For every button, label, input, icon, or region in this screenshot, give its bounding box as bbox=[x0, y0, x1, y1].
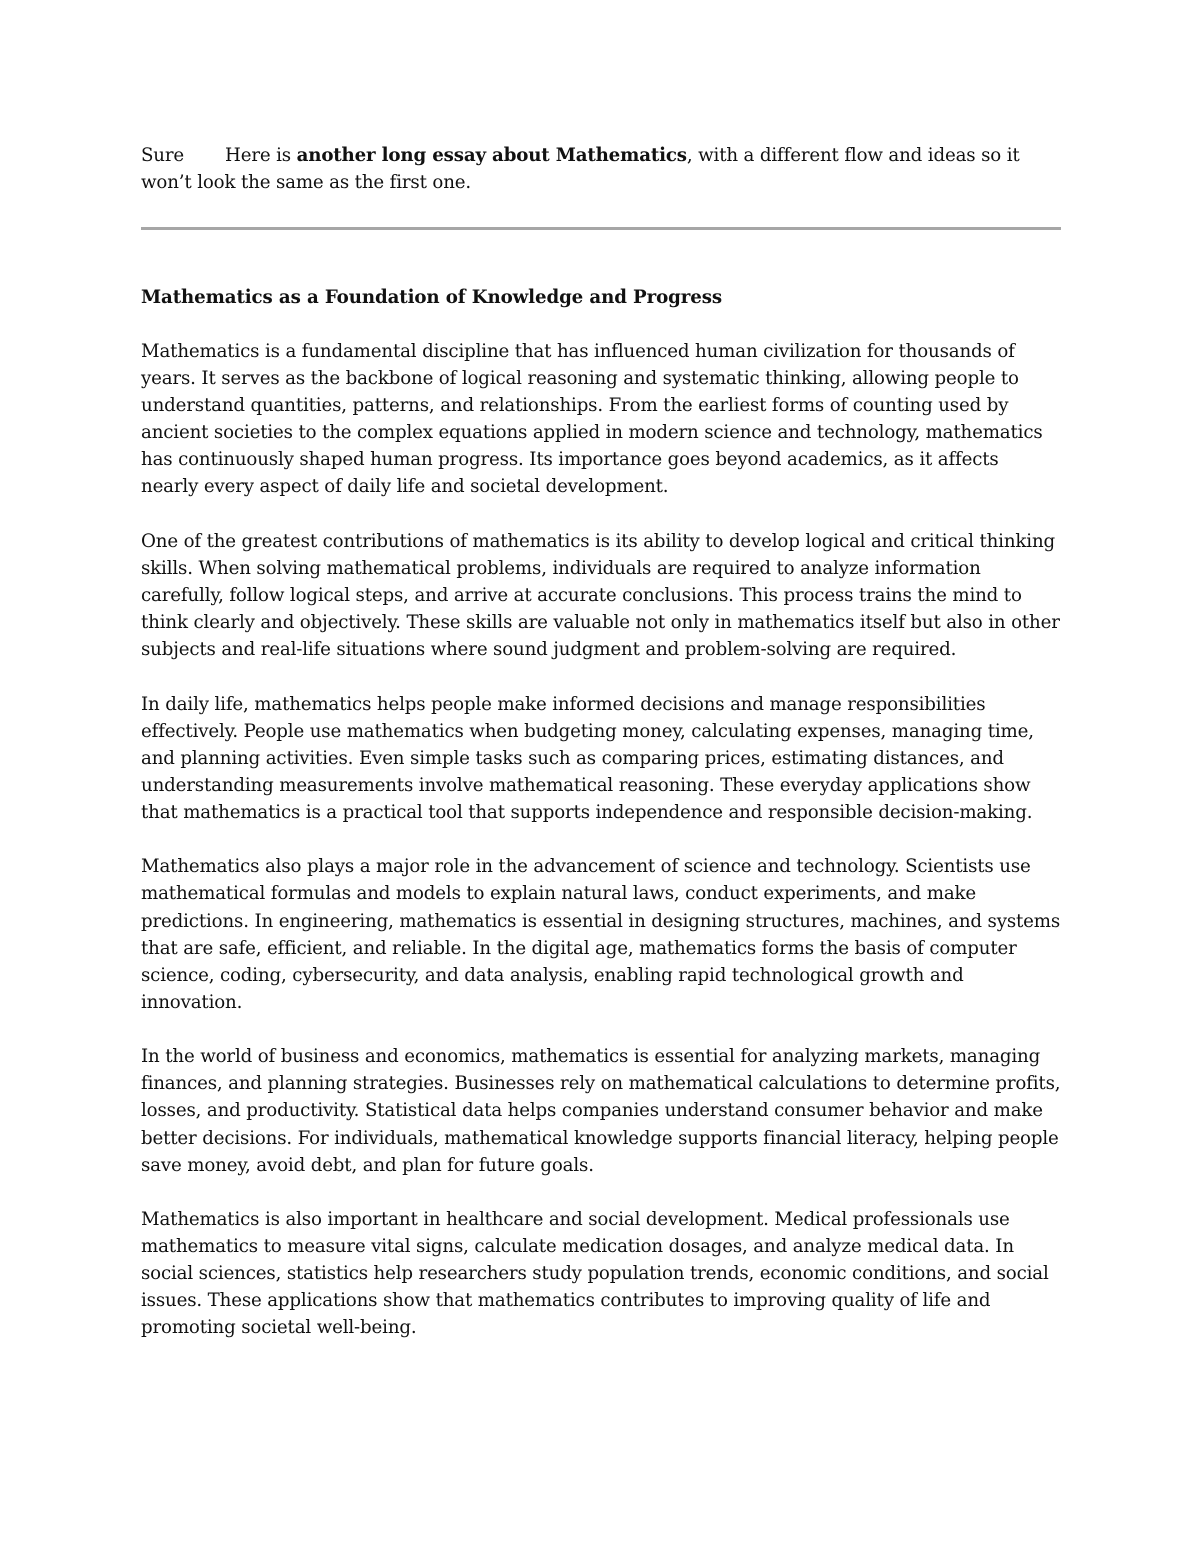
intro-lead: Sure bbox=[141, 145, 185, 166]
essay-title: Mathematics as a Foundation of Knowledge and Progress bbox=[141, 287, 722, 308]
essay-body bbox=[141, 338, 1061, 1369]
essay-paragraph-4: Mathematics also plays a major role in the advancement of science and technology. Scientists use mathematical formulas and models to explain natural laws, conduct experiments, and make predictions. In engineering, mathematics is essential in designing structures, machines, and systems that are safe, efficient, and reliable. In the digital age, mathematics forms the basis of computer science, coding, cybersecurity, and data analysis, enabling rapid technological growth and innovation. bbox=[141, 856, 1061, 1013]
essay-paragraph-5: In the world of business and economics, mathematics is essential for analyzing markets, managing finances, and planning strategies. Businesses rely on mathematical calculations to determine profits, losses, and productivity. Statistical data helps companies understand consumer behavior and make better decisions. For individuals, mathematical knowledge supports financial literacy, helping people save money, avoid debt, and plan for future goals. bbox=[141, 1046, 1061, 1176]
essay-paragraph-6: Mathematics is also important in healthcare and social development. Medical professionals use mathematics to measure vital signs, calculate medication dosages, and analyze medical data. In social sciences, statistics help researchers study population trends, economic conditions, and social issues. These applications show that mathematics contributes to improving quality of life and promoting societal well-being. bbox=[141, 1209, 1049, 1339]
essay-paragraph-1: Mathematics is a fundamental discipline that has influenced human civilization for thousands of years. It serves as the backbone of logical reasoning and systematic thinking, allowing people to understand quantities, patterns, and relationships. From the earliest forms of counting used by ancient societies to the complex equations applied in modern science and technology, mathematics has continuously shaped human progress. Its importance goes beyond academics, as it affects nearly every aspect of daily life and societal development. bbox=[141, 341, 1043, 498]
intro-paragraph bbox=[141, 142, 1061, 196]
intro-pre: Here is bbox=[225, 145, 297, 166]
intro-post: , with a different flow and ideas so it won’t look the same as the first one. bbox=[141, 145, 1020, 194]
essay-paragraph-2: One of the greatest contributions of mathematics is its ability to develop logical and critical thinking skills. When solving mathematical problems, individuals are required to analyze information carefully, follow logical steps, and arrive at accurate conclusions. This process trains the mind to think clearly and objectively. These skills are valuable not only in mathematics itself but also in other subjects and real-life situations where sound judgment and problem-solving are required. bbox=[141, 530, 1060, 661]
document-page bbox=[141, 142, 1061, 1339]
horizontal-rule bbox=[141, 227, 1061, 230]
intro-bold: another long essay about Mathematics bbox=[296, 145, 687, 166]
essay-paragraph-3: In daily life, mathematics helps people make informed decisions and manage responsibilities effectively. People use mathematics when budgeting money, calculating expenses, managing time, and planning activities. Even simple tasks such as comparing prices, estimating distances, and understanding measurements involve mathematical reasoning. These everyday applications show that mathematics is a practical tool that supports independence and responsible decision-making. bbox=[141, 693, 1034, 823]
